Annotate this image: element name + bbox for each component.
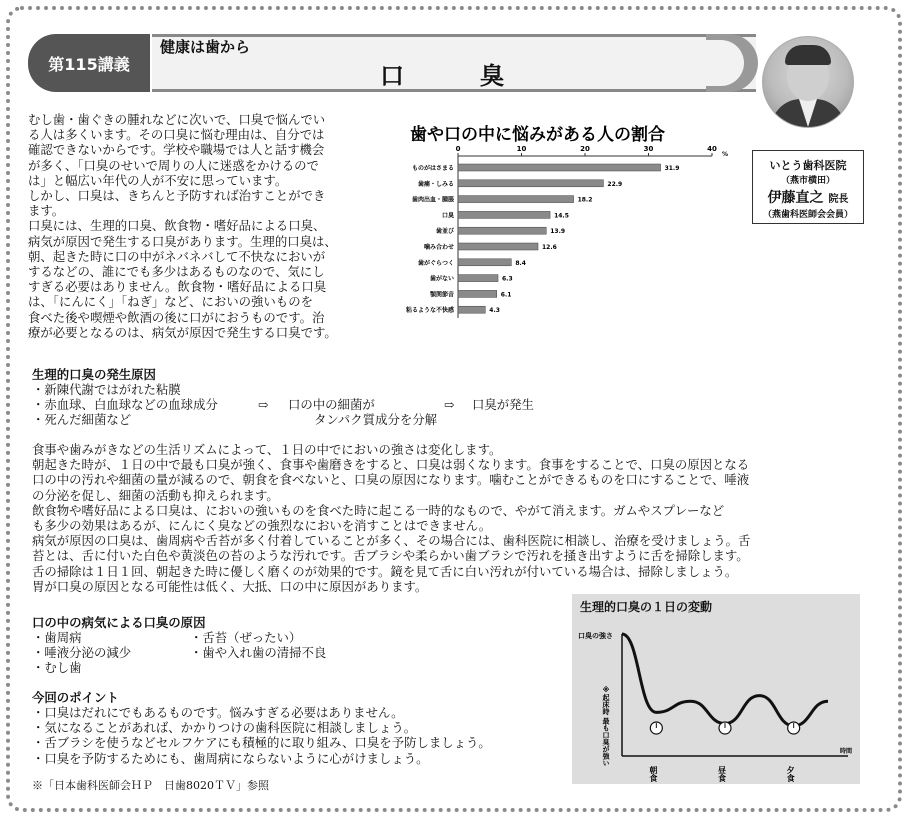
category-label: 歯がぐらつく (418, 259, 454, 267)
x-tick-label: 10 (516, 145, 527, 153)
clinic-name: いとう歯科医院 (769, 159, 847, 172)
category-label: 粘るような不快感 (405, 307, 454, 315)
intro-line: 食べた後や喫煙や飲酒の後に口がにおうものです。治 (28, 309, 325, 325)
x-tick-label: 0 (455, 145, 461, 153)
intro-line: ます。 (28, 203, 65, 219)
line-chart-title: 生理的口臭の１日の変動 (580, 600, 713, 614)
bar (458, 180, 603, 187)
bar-value-label: 6.1 (500, 291, 512, 299)
odor-line (622, 634, 828, 726)
physio-mid-1: 口の中の細菌が (288, 397, 375, 412)
body-line: 胃が口臭の原因となる可能性は低く、大抵、口の中に原因があります。 (32, 578, 428, 594)
x-tick-label: 40 (707, 145, 717, 153)
physio-heading: 生理的口臭の発生原因 (32, 367, 156, 382)
intro-line: 確認できないからです。学校や職場では人と話す機会 (28, 142, 325, 158)
bar (458, 275, 498, 282)
y-annotation: ※起床時 最も口臭が強い (602, 686, 610, 767)
series-title: 健康は歯から (160, 38, 251, 56)
bar-value-label: 6.3 (502, 275, 513, 283)
title-banner-cap-inner (700, 40, 744, 86)
points-list (32, 705, 491, 766)
source-note: ※「日本歯科医師会ＨＰ 日歯8020ＴＶ」参照 (32, 779, 269, 792)
body-line: 苔とは、舌に付いた白色や黄淡色の苔のような汚れです。舌ブラシや柔らかい歯ブラシで汚れを掻き出すように舌を掃除します。 (32, 548, 749, 564)
lecture-badge: 第115講義 (28, 34, 150, 92)
body-line: 飲食物や嗜好品による口臭は、においの強いものを食べた時に起こる一時的なもので、やがて消えます。ガムやスプレーなど (32, 502, 725, 518)
intro-line: る人は多くいます。その口臭に悩む理由は、自分では (28, 127, 325, 143)
body-line: 口の中の汚れや細菌の量が減るので、朝食を食べないと、口臭の原因になります。噛むことができるものを口にすることで、唾液 (32, 472, 750, 488)
bar (458, 227, 546, 234)
body-line: 食事や歯みがきなどの生活リズムによって、１日の中でにおいの強さは変化します。 (32, 442, 502, 457)
doctor-name: 伊藤直之 (767, 190, 824, 206)
intro-line: 朝、起きた時に口の中がネバネバして不快なにおいが (28, 248, 326, 264)
intro-line: むし歯・歯ぐきの腫れなどに次いで、口臭で悩んでい (28, 112, 326, 127)
disease-item: ・歯周病 (32, 630, 82, 645)
intro-line: すぎる必要はありません。飲食物・嗜好品による口臭 (28, 279, 327, 295)
body-line: 舌の掃除は１日１回、朝起きた時に優しく磨くのが効果的です。鏡を見て舌に白い汚れが付いている場合は、掃除しましょう。 (32, 563, 738, 579)
physio-result: 口臭が発生 (472, 397, 534, 412)
body-paragraph (32, 442, 750, 594)
category-label: ものがはさまる (411, 165, 454, 172)
disease-item: ・歯や入れ歯の清掃不良 (190, 645, 327, 661)
intro-line: 療が必要となるのは、病気が原因で発生する口臭です。 (28, 324, 337, 340)
intro-line: は」と幅広い年代の人が不安に思っています。 (28, 172, 288, 188)
doctor-association: （燕歯科医師会会員） (762, 210, 853, 220)
point-item: ・気になることがあれば、かかりつけの歯科医院に相談しましょう。 (32, 720, 417, 736)
bar-value-label: 22.9 (607, 180, 623, 188)
category-label: 歯痛・しみる (417, 180, 454, 188)
intro-paragraph (28, 112, 337, 340)
meal-label: 昼食 (717, 766, 727, 782)
bar-value-label: 31.9 (664, 165, 680, 172)
x-tick-label: 20 (580, 145, 590, 153)
headline: 口 臭 (380, 62, 530, 90)
intro-line: は、「にんにく」「ねぎ」など、においの強いものを (28, 294, 313, 310)
bar-value-label: 12.6 (542, 244, 557, 251)
intro-line: が多く、「口臭のせいで周りの人に迷惑をかけるので (28, 157, 319, 173)
category-label: 噛み合わせ (423, 244, 454, 251)
daily-odor-line-chart (572, 594, 860, 784)
doctor-role: 院長 (828, 194, 849, 205)
physio-cause-1: ・新陳代謝ではがれた粘膜 (32, 382, 181, 397)
points-heading: 今回のポイント (32, 690, 119, 705)
disease-item: ・唾液分泌の減少 (32, 645, 132, 661)
category-label: 歯肉出血・腫脹 (411, 196, 454, 204)
bar-value-label: 4.3 (489, 307, 500, 315)
bar-value-label: 8.4 (515, 259, 526, 267)
bar (458, 259, 511, 266)
point-item: ・口臭を予防するためにも、歯周病にならないように心がけましょう。 (32, 750, 429, 766)
disease-list-col2 (190, 630, 326, 660)
bar (458, 290, 497, 297)
clinic-area: （燕市横田） (780, 176, 835, 186)
meal-label: 朝食 (648, 766, 658, 782)
x-tick-label: 30 (643, 145, 654, 153)
x-axis-label: 時間 (840, 748, 853, 755)
bar (458, 243, 538, 250)
bar-value-label: 13.9 (550, 228, 566, 236)
disease-list-col1 (32, 630, 131, 676)
point-item: ・舌ブラシを使うなどセルフケアにも積極的に取り組み、口臭を予防しましょう。 (32, 735, 491, 751)
intro-line: 病気が原因で発生する口臭があります。生理的口臭は、 (28, 233, 337, 249)
meal-label: 夕食 (786, 766, 796, 782)
bar (458, 306, 485, 313)
intro-line: するなどの、誰にでも多少はあるものなので、気にし (28, 264, 325, 280)
disease-heading: 口の中の病気による口臭の原因 (32, 615, 206, 630)
intro-line: 口臭には、生理的口臭、飲食物・嗜好品による口臭、 (28, 218, 326, 234)
physio-mid-2: タンパク質成分を分解 (314, 412, 438, 427)
physio-cause-2: ・赤血球、白血球などの血球成分 (32, 397, 218, 413)
body-line: 朝起きた時が、１日の中で最も口臭が強く、食事や歯磨きをすると、口臭は弱くなります。食事をすることで、口臭の原因となる (32, 457, 750, 473)
body-line: も多少の効果はあるが、にんにく臭などの強烈なにおいを消すことはできません。 (32, 518, 492, 534)
doctor-photo (762, 36, 854, 128)
physio-arrow-1: ⇨ (258, 397, 269, 412)
physio-arrow-2: ⇨ (444, 397, 455, 412)
bar-value-label: 14.5 (554, 212, 569, 220)
point-item: ・口臭はだれにでもあるものです。悩みすぎる必要はありません。 (32, 705, 404, 720)
x-unit: % (722, 151, 729, 158)
disease-item: ・むし歯 (32, 660, 82, 676)
category-label: 顎関節音 (429, 291, 454, 299)
disease-item: ・舌苔（ぜったい） (190, 630, 302, 645)
physio-cause-3: ・死んだ細菌など (32, 412, 132, 428)
y-axis-label: 口臭の強さ (578, 632, 613, 640)
category-label: 口臭 (441, 212, 454, 220)
bar-value-label: 18.2 (577, 196, 593, 204)
bar (458, 196, 574, 203)
body-line: 病気が原因の口臭は、歯周病や舌苔が多く付着していることが多く、その場合には、歯科医院に相談し、治療を受けましょう。舌 (32, 533, 751, 549)
category-label: 歯がない (429, 275, 454, 283)
category-label: 歯並び (435, 228, 454, 236)
doctor-card (752, 150, 864, 224)
concern-bar-chart (390, 120, 740, 330)
bar (458, 211, 550, 218)
bar-chart-title: 歯や口の中に悩みがある人の割合 (410, 125, 665, 145)
bar (458, 164, 661, 171)
physio-causes (32, 382, 218, 428)
body-line: の分泌を促し、細菌の活動も抑えられます。 (32, 487, 279, 503)
intro-line: しかし、口臭は、きちんと予防すれば治すことができ (28, 188, 326, 204)
